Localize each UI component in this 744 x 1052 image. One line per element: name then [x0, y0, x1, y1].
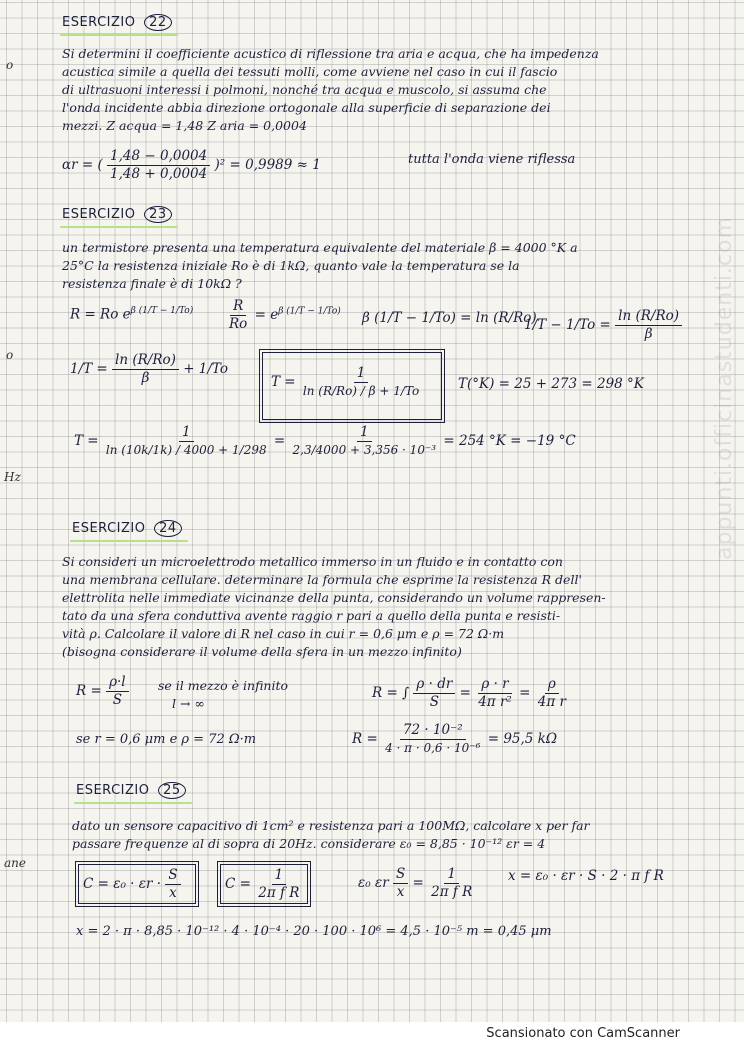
problem-line: Si determini il coefficiente acustico di riflessione tra aria e acqua, che ha impedenza [62, 46, 599, 61]
equation-rhs: )² = 0,9989 ≈ 1 [214, 157, 321, 173]
problem-line: vità ρ. Calcolare il valore di R nel caso in cui r = 0,6 μm e ρ = 72 Ω·m [62, 626, 505, 641]
denominator: β [644, 326, 653, 342]
exercise-number: 22 [144, 14, 172, 31]
fraction [382, 722, 483, 757]
denominator: Ro [229, 316, 248, 332]
problem-line: una membrana cellulare. determinare la formula che esprime la resistenza R dell' [62, 572, 582, 587]
fraction [428, 866, 475, 901]
exercise-title: ESERCIZIO [62, 207, 136, 222]
fraction [106, 674, 129, 709]
resistance-result [352, 722, 557, 757]
underline [60, 34, 178, 36]
margin-mark: Hz [4, 470, 21, 484]
fraction [535, 676, 569, 711]
numerator: ρ · dr [413, 676, 455, 694]
exercise-title: ESERCIZIO [72, 521, 146, 536]
denominator: 2π f R [431, 884, 473, 900]
boxed-capacitance-frequency [220, 864, 308, 904]
fraction [255, 867, 302, 902]
result: = 95,5 kΩ [487, 731, 558, 747]
denominator: 2,3/4000 + 3,356 · 10⁻³ [292, 443, 437, 457]
problem-line: elettrolita nelle immediate vicinanze della punta, considerando un volume rappresen- [62, 590, 606, 605]
x-formula: x = ε₀ · εr · S · 2 · π f R [508, 868, 664, 884]
boxed-capacitance-geometry [78, 864, 196, 904]
equals: = [412, 875, 424, 891]
numerator: 1 [444, 866, 459, 884]
problem-line: Si consideri un microelettrodo metallico immerso in un fluido e in contatto con [62, 554, 563, 569]
exercise-25-header [76, 782, 186, 799]
exercise-title: ESERCIZIO [76, 783, 150, 798]
fraction [475, 676, 515, 711]
underline [60, 226, 178, 228]
denominator: ln (R/Ro) / β + 1/To [302, 384, 420, 398]
note: se il mezzo è infinito [158, 678, 289, 693]
temperature-calculation [74, 424, 576, 459]
equals: = [459, 685, 471, 701]
problem-line: dato un sensore capacitivo di 1cm² e resistenza pari a 100MΩ, calcolare x per far [72, 818, 590, 833]
formula-text: R = Ro e [70, 306, 131, 323]
boxed-formula [262, 352, 442, 420]
fraction [413, 676, 455, 711]
margin-mark: o [6, 348, 14, 362]
numerator: 1 [354, 365, 369, 383]
problem-line: un termistore presenta una temperatura equivalente del materiale β = 4000 °K a [62, 240, 578, 255]
formula-log: β (1/T − 1/To) = ln (R/Ro) [362, 310, 537, 326]
formula-text: R = [76, 683, 102, 699]
denominator: 2π f R [258, 885, 300, 901]
exercise-number: 25 [158, 782, 186, 799]
limit-note: l → ∞ [172, 696, 205, 711]
fraction [290, 424, 440, 459]
exercise-23-header [62, 206, 172, 223]
problem-line: resistenza finale è di 10kΩ ? [62, 276, 242, 291]
underline [70, 540, 188, 542]
numerator: ln (R/Ro) [112, 352, 179, 370]
problem-line: (bisogna considerare il volume della sfera in un mezzo infinito) [62, 644, 462, 659]
denominator: x [396, 884, 405, 900]
reflection-equation [62, 148, 321, 183]
denominator: 4 · π · 0,6 · 10⁻⁶ [385, 741, 481, 755]
margin-mark: o [6, 58, 14, 72]
formula-r-integral [372, 676, 569, 711]
denominator: β [141, 370, 150, 386]
formula-text: = [273, 433, 286, 449]
fraction [165, 867, 180, 902]
fraction [615, 308, 682, 343]
denominator: 4π r [537, 694, 566, 710]
conclusion: tutta l'onda viene riflessa [408, 152, 576, 167]
denominator: ln (10k/1k) / 4000 + 1/298 [105, 443, 267, 457]
formula-ratio [226, 298, 341, 333]
numerator: ρ·l [106, 674, 129, 692]
fraction [107, 148, 210, 183]
exponent: β (1/T − 1/To) [130, 306, 194, 316]
numerator: 1,48 − 0,0004 [107, 148, 210, 166]
capacitance-formula [83, 867, 181, 902]
problem-line: mezzi. Z acqua = 1,48 Z aria = 0,0004 [62, 118, 307, 133]
boxed-t-formula [271, 365, 422, 400]
formula-text: R = [352, 731, 378, 747]
denominator: 4π r² [478, 694, 512, 710]
numerator: ρ · r [478, 676, 511, 694]
fraction [226, 298, 250, 333]
fraction [393, 866, 408, 901]
condition: se r = 0,6 μm e ρ = 72 Ω·m [76, 732, 257, 747]
equation-lhs: αr = ( [62, 157, 103, 173]
numerator: R [230, 298, 246, 316]
formula-text: T = [271, 374, 296, 390]
final-result: x = 2 · π · 8,85 · 10⁻¹² · 4 · 10⁻⁴ · 20 · 100 · 10⁶ = 4,5 · 10⁻⁵ m = 0,45 μm [76, 924, 552, 939]
numerator: 1 [179, 424, 194, 442]
formula-text: C = ε₀ · εr · [83, 876, 162, 892]
equals: = [519, 685, 531, 701]
margin-mark: ane [4, 856, 26, 870]
scanner-footer [0, 1022, 744, 1052]
denominator: x [169, 885, 177, 901]
formula-text: 1/T = [70, 361, 108, 377]
exercise-22-header [62, 14, 172, 31]
exercise-number: 23 [144, 206, 172, 223]
formula-text: 1/T − 1/To = [524, 317, 611, 333]
exercise-title: ESERCIZIO [62, 15, 136, 30]
underline [74, 802, 192, 804]
denominator: S [429, 694, 439, 710]
watermark: appunti.officinastudenti.com [712, 216, 737, 560]
formula-text: R = ∫ [372, 685, 410, 701]
capacitance-frequency-formula [225, 867, 302, 902]
formula-text: = e [254, 307, 279, 323]
formula-r-length [76, 674, 129, 709]
exercise-number: 24 [154, 520, 182, 537]
footer-text: Scansionato con CamScanner [486, 1026, 680, 1041]
numerator: 72 · 10⁻² [400, 722, 466, 740]
numerator: ρ [545, 676, 559, 694]
problem-line: tato da una sfera conduttiva avente raggio r pari a quello della punta e resisti- [62, 608, 561, 623]
t0-kelvin: T(°K) = 25 + 273 = 298 °K [458, 376, 644, 392]
formula-text: + 1/To [183, 361, 229, 377]
problem-line: di ultrasuoni interessi i polmoni, nonché tra acqua e muscolo, si assuma che [62, 82, 547, 97]
numerator: 1 [357, 424, 372, 442]
problem-line: passare frequenze al di sopra di 20Hz. considerare ε₀ = 8,85 · 10⁻¹² εr = 4 [72, 836, 546, 851]
problem-line: acustica simile a quella dei tessuti molli, come avviene nel caso in cui il fascio [62, 64, 558, 79]
equated-capacitance [358, 866, 475, 901]
formula-resistance [70, 306, 193, 323]
problem-line: 25°C la resistenza iniziale Ro è di 1kΩ, quanto vale la temperatura se la [62, 258, 520, 273]
result: = 254 °K = −19 °C [443, 433, 576, 449]
formula-text: ε₀ εr [358, 875, 389, 891]
numerator: S [165, 867, 180, 885]
problem-line: l'onda incidente abbia direzione ortogonale alla superficie di separazione dei [62, 100, 551, 115]
fraction [300, 365, 422, 400]
formula-inverse-t [70, 352, 228, 387]
fraction [112, 352, 179, 387]
formula-difference [524, 308, 682, 343]
formula-text: T = [74, 433, 99, 449]
denominator: 1,48 + 0,0004 [110, 166, 208, 182]
formula-text: C = [225, 876, 251, 892]
exponent: β (1/T − 1/To) [278, 306, 341, 317]
numerator: S [393, 866, 408, 884]
fraction [103, 424, 270, 459]
numerator: ln (R/Ro) [615, 308, 682, 326]
denominator: S [112, 692, 122, 708]
numerator: 1 [272, 867, 287, 885]
exercise-24-header [72, 520, 182, 537]
